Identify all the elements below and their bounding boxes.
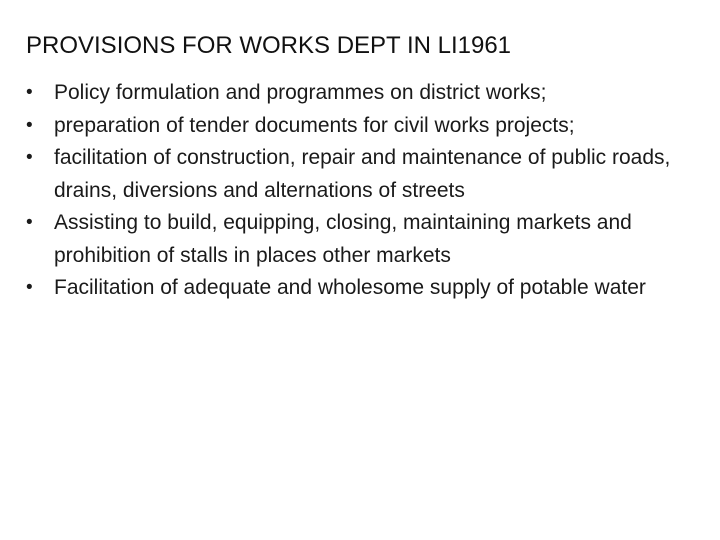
bullet-text: facilitation of construction, repair and maintenance of public roads, drains, diversions and alternations of streets [54, 146, 671, 202]
bullet-list [26, 77, 696, 305]
slide-title: PROVISIONS FOR WORKS DEPT IN LI1961 [26, 32, 512, 59]
bullet-text: Facilitation of adequate and wholesome supply of potable water [54, 276, 646, 299]
bullet-text: preparation of tender documents for civil works projects; [54, 113, 575, 137]
bullet-marker: • [26, 114, 33, 136]
bullet-item-policy-formulation [26, 77, 696, 110]
bullet-text: Assisting to build, equipping, closing, maintaining markets and prohibition of stalls in places other markets [54, 211, 632, 267]
bullet-item-construction-repair [26, 142, 696, 207]
bullet-item-water-supply [26, 272, 696, 305]
bullet-item-markets [26, 207, 696, 272]
bullet-marker: • [26, 277, 33, 298]
bullet-item-tender-documents [26, 110, 696, 143]
bullet-marker: • [26, 212, 33, 233]
bullet-marker: • [26, 147, 33, 168]
bullet-marker: • [26, 82, 33, 103]
bullet-text: Policy formulation and programmes on district works; [54, 81, 547, 104]
